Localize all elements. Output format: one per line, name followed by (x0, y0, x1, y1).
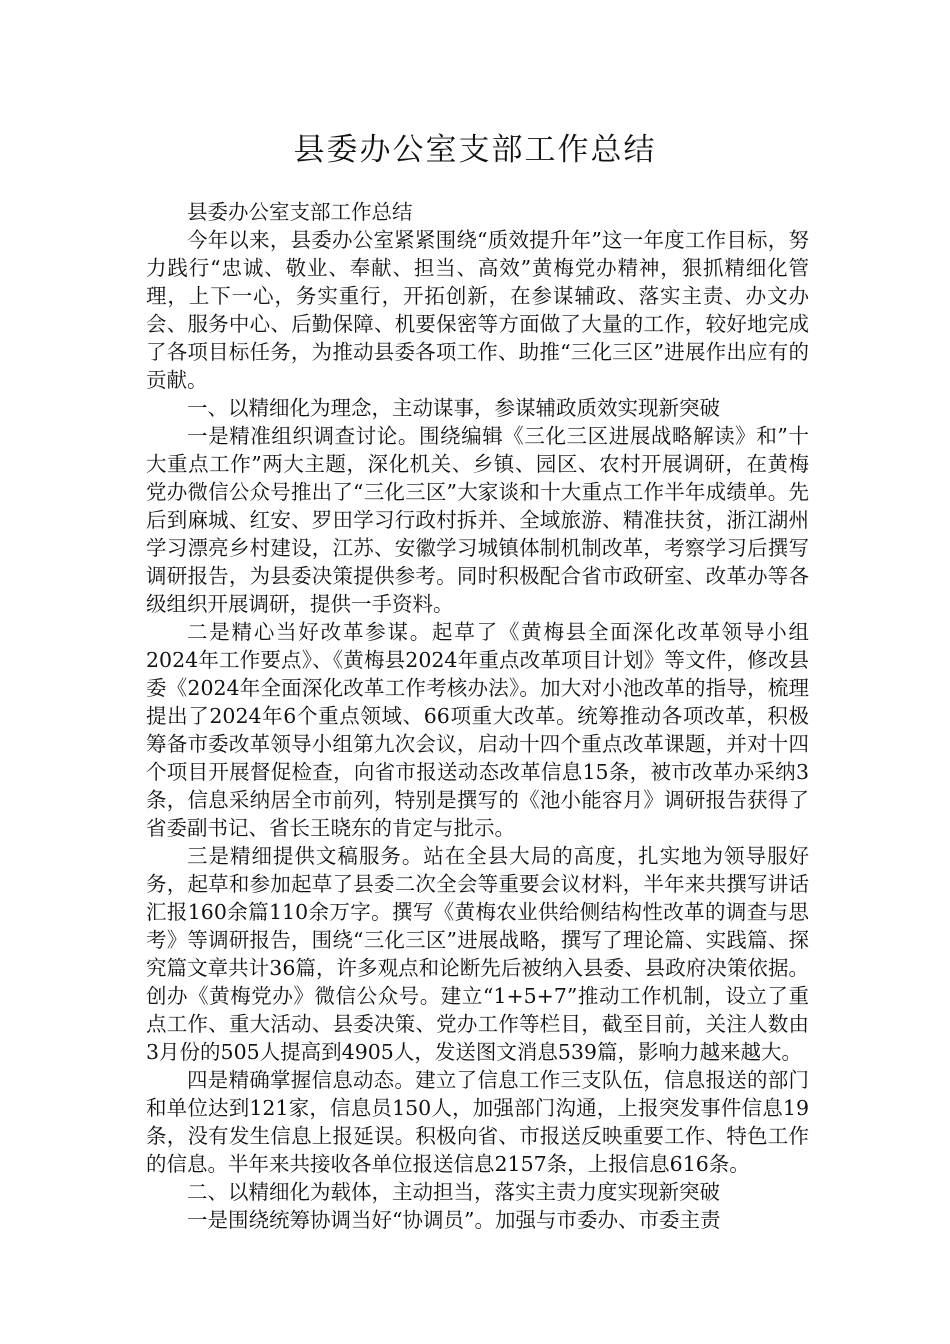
paragraph-subtitle: 县委办公室支部工作总结 (187, 200, 413, 224)
section-heading-1: 一、以精细化为理念，主动谋事，参谋辅政质效实现新突破 (187, 396, 720, 420)
section-heading-2: 二、以精细化为载体，主动担当，落实主责力度实现新突破 (187, 1180, 720, 1204)
paragraph-research: 一是精准组织调查讨论。围绕编辑《三化三区进展战略解读》和”十大重点工作”两大主题，深化机关、乡镇、园区、农村开展调研，在黄梅党办微信公众号推出了“三化三区”大家谈和十大重点工作半年成绩单。先后到麻城、红安、罗田学习行政村拆并、全域旅游、精准扶贫，浙江湖州学习漂亮乡村建设，江苏、安徽学习城镇体制机制改革，考察学习后撰写调研报告，为县委决策提供参考。同时积极配合省市政研室、改革办等各级组织开展调研，提供一手资料。 (146, 424, 809, 616)
paragraph-coordination: 一是围绕统筹协调当好“协调员”。加强与市委办、市委主责 (187, 1208, 721, 1232)
document-title: 县委办公室支部工作总结 (293, 132, 657, 168)
paragraph-reform: 二是精心当好改革参谋。起草了《黄梅县全面深化改革领导小组2024年工作要点》、《黄梅县2024年重点改革项目计划》等文件，修改县委《2024年全面深化改革工作考核办法》。加大对小池改革的指导，梳理提出了2024年6个重点领域、66项重大改革。统筹推动各项改革，积极筹备市委改革领导小组第九次会议，启动十四个重点改革课题，并对十四个项目开展督促检查，向省市报送动态改革信息15条，被市改革办采纳3条，信息采纳居全市前列，特别是撰写的《池小能容月》调研报告获得了省委副书记、省长王晓东的肯定与批示。 (146, 620, 809, 840)
document-body (146, 198, 809, 1234)
paragraph-information: 四是精确掌握信息动态。建立了信息工作三支队伍，信息报送的部门和单位达到121家，信息员150人，加强部门沟通，上报突发事件信息19条，没有发生信息上报延误。积极向省、市报送反映重要工作、特色工作的信息。半年来共接收各单位报送信息2157条，上报信息616条。 (146, 1068, 809, 1176)
paragraph-intro: 今年以来，县委办公室紧紧围绕“质效提升年”这一年度工作目标，努力践行“忠诚、敬业、奉献、担当、高效”黄梅党办精神，狠抓精细化管理，上下一心，务实重行，开拓创新，在参谋辅政、落实主责、办文办会、服务中心、后勤保障、机要保密等方面做了大量的工作，较好地完成了各项目标任务，为推动县委各项工作、助推“三化三区”进展作出应有的贡献。 (146, 228, 809, 392)
paragraph-drafting: 三是精细提供文稿服务。站在全县大局的高度，扎实地为领导服好务，起草和参加起草了县委二次全会等重要会议材料，半年来共撰写讲话汇报160余篇110余万字。撰写《黄梅农业供给侧结构性改革的调查与思考》等调研报告，围绕“三化三区”进展战略，撰写了理论篇、实践篇、探究篇文章共计36篇，许多观点和论断先后被纳入县委、县政府决策依据。创办《黄梅党办》微信公众号。建立“1+5+7”推动工作机制，设立了重点工作、重大活动、县委决策、党办工作等栏目，截至目前，关注人数由3月份的505人提高到4905人，发送图文消息539篇，影响力越来越大。 (146, 844, 809, 1064)
